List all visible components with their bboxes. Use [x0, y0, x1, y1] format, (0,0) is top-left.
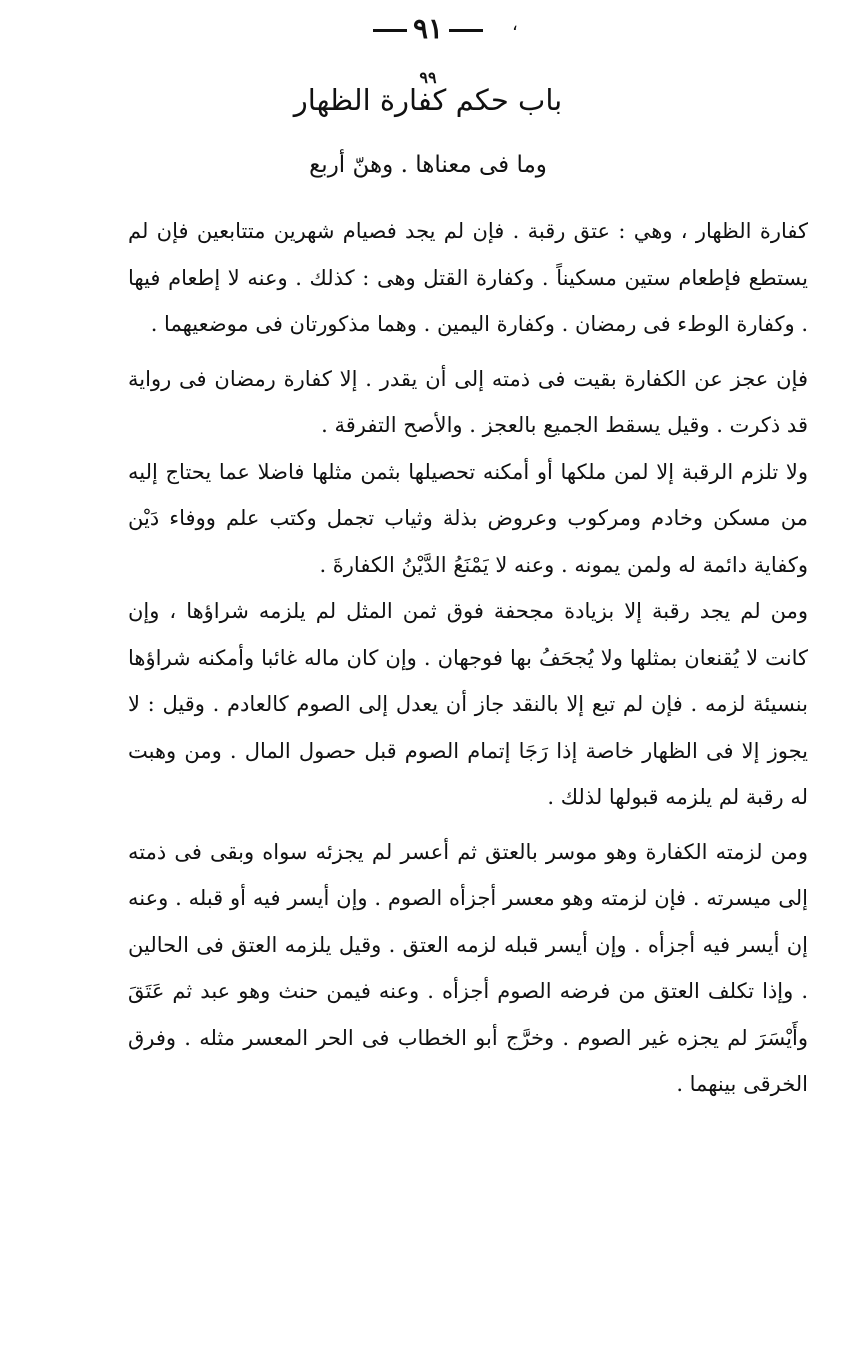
paragraph: ومن لزمته الكفارة وهو موسر بالعتق ثم أعسر لم يجزئه سواه وبقى فى ذمته إلى ميسرته . فإن لزمته وهو معسر أجزأه الصوم . وإن أيسر فيه أو قبله . وعنه إن أيسر فيه أجزأه . وإن أيسر قبله لزمه العتق . وقيل يلزمه العتق فى الحالين . وإذا تكلف العتق من فرضه الصوم أجزأه . وعنه فيمن حنث وهو عبد ثم عَتَقَ وأَيْسَرَ لم يجزه غير الصوم . وخرَّج أبو الخطاب فى الحر المعسر مثله . وفرق الخرقى بينهما . [128, 839, 808, 1096]
sub-number: ٩٩ [419, 68, 437, 87]
chapter-title: باب حكم كفارة الظهار [293, 83, 563, 117]
paragraph: كفارة الظهار ، وهي : عتق رقبة . فإن لم يجد فصيام شهرين متتابعين فإن لم يستطع فإطعام ستين مسكيناً . وكفارة القتل وهى : كذلك . وعنه لا إطعام فيها . وكفارة الوطء فى رمضان . وكفارة اليمين . وهما مذكورتان فى موضعيهما . [128, 219, 808, 336]
body-text [128, 208, 808, 1108]
paragraph: فإن عجز عن الكفارة بقيت فى ذمته إلى أن يقدر . إلا كفارة رمضان فى رواية قد ذكرت . وقيل يسقط الجميع بالعجز . والأصح التفرقة . [128, 366, 808, 437]
page-number-dash-right [449, 29, 483, 32]
chapter-subtitle: وما فى معناها . وهنّ أربع [309, 152, 547, 178]
margin-mark: ، [512, 14, 518, 35]
page-number-dash-left [373, 29, 407, 32]
page-number [0, 12, 856, 45]
paragraph: ومن لم يجد رقبة إلا بزيادة مجحفة فوق ثمن المثل لم يلزمه شراؤها ، وإن كانت لا يُقنعان بمثلها ولا يُجحَفُ بها فوجهان . وإن كان ماله غائبا وأمكنه شراؤها بنسيئة لزمه . فإن لم تبع إلا بالنقد جاز أن يعدل إلى الصوم كالعادم . وقيل : لا يجوز إلا فى الظهار خاصة إذا رَجَا إتمام الصوم قبل حصول المال . ومن وهبت له رقبة لم يلزمه قبولها لذلك . [128, 599, 808, 809]
paragraph: ولا تلزم الرقبة إلا لمن ملكها أو أمكنه تحصيلها بثمن مثلها فاضلا عما يحتاج إليه من مسكن وخادم ومركوب وعروض بذلة وثياب تجمل وكتب علم ووفاء دَيْن وكفاية دائمة له ولمن يمونه . وعنه لا يَمْنَعُ الدَّيْنُ الكفارةَ . [128, 459, 808, 577]
page-number-text: ٩١ [412, 12, 444, 45]
